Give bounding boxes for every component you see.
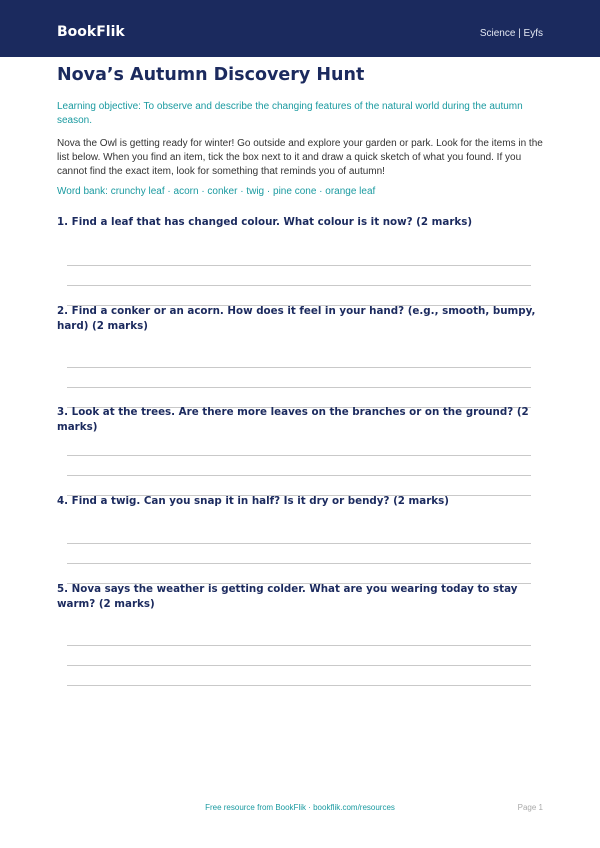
answer-line [67,665,531,666]
answer-line [67,387,531,388]
footer-credit: Free resource from BookFlik · bookflik.com/resources [205,803,395,812]
header-bar [0,0,600,57]
question-4: 4. Find a twig. Can you snap it in half? Is it dry or bendy? (2 marks) [57,495,449,507]
answer-line [67,285,531,286]
intro-paragraph: Nova the Owl is getting ready for winter! Go outside and explore your garden or park. Look for the items in the list below. When you find an item, tick the box next to it and draw a quick sketch of what you found. If you cannot find the exact item, look for something that reminds you of autumn! [57,138,543,177]
brand-logo-text: BookFlik [57,24,125,40]
answer-line [67,455,531,456]
learning-objective: Learning objective: To observe and describe the changing features of the natural world during the autumn season. [57,101,523,126]
subject-label: Science | Eyfs [479,28,543,39]
question-3: 3. Look at the trees. Are there more leaves on the branches or on the ground? (2 marks) [57,406,529,433]
worksheet-title: Nova’s Autumn Discovery Hunt [57,65,365,85]
answer-line [67,265,531,266]
answer-line [67,475,531,476]
answer-line [67,543,531,544]
word-bank: Word bank: crunchy leaf · acorn · conker · twig · pine cone · orange leaf [57,186,376,197]
question-2: 2. Find a conker or an acorn. How does it feel in your hand? (e.g., smooth, bumpy, hard) (2 marks) [57,305,536,332]
answer-line [67,367,531,368]
page-number: Page 1 [517,803,543,812]
answer-line [67,563,531,564]
question-1: 1. Find a leaf that has changed colour. What colour is it now? (2 marks) [57,216,473,228]
answer-line [67,685,531,686]
question-5: 5. Nova says the weather is getting colder. What are you wearing today to stay warm? (2 marks) [57,583,518,610]
answer-line [67,645,531,646]
